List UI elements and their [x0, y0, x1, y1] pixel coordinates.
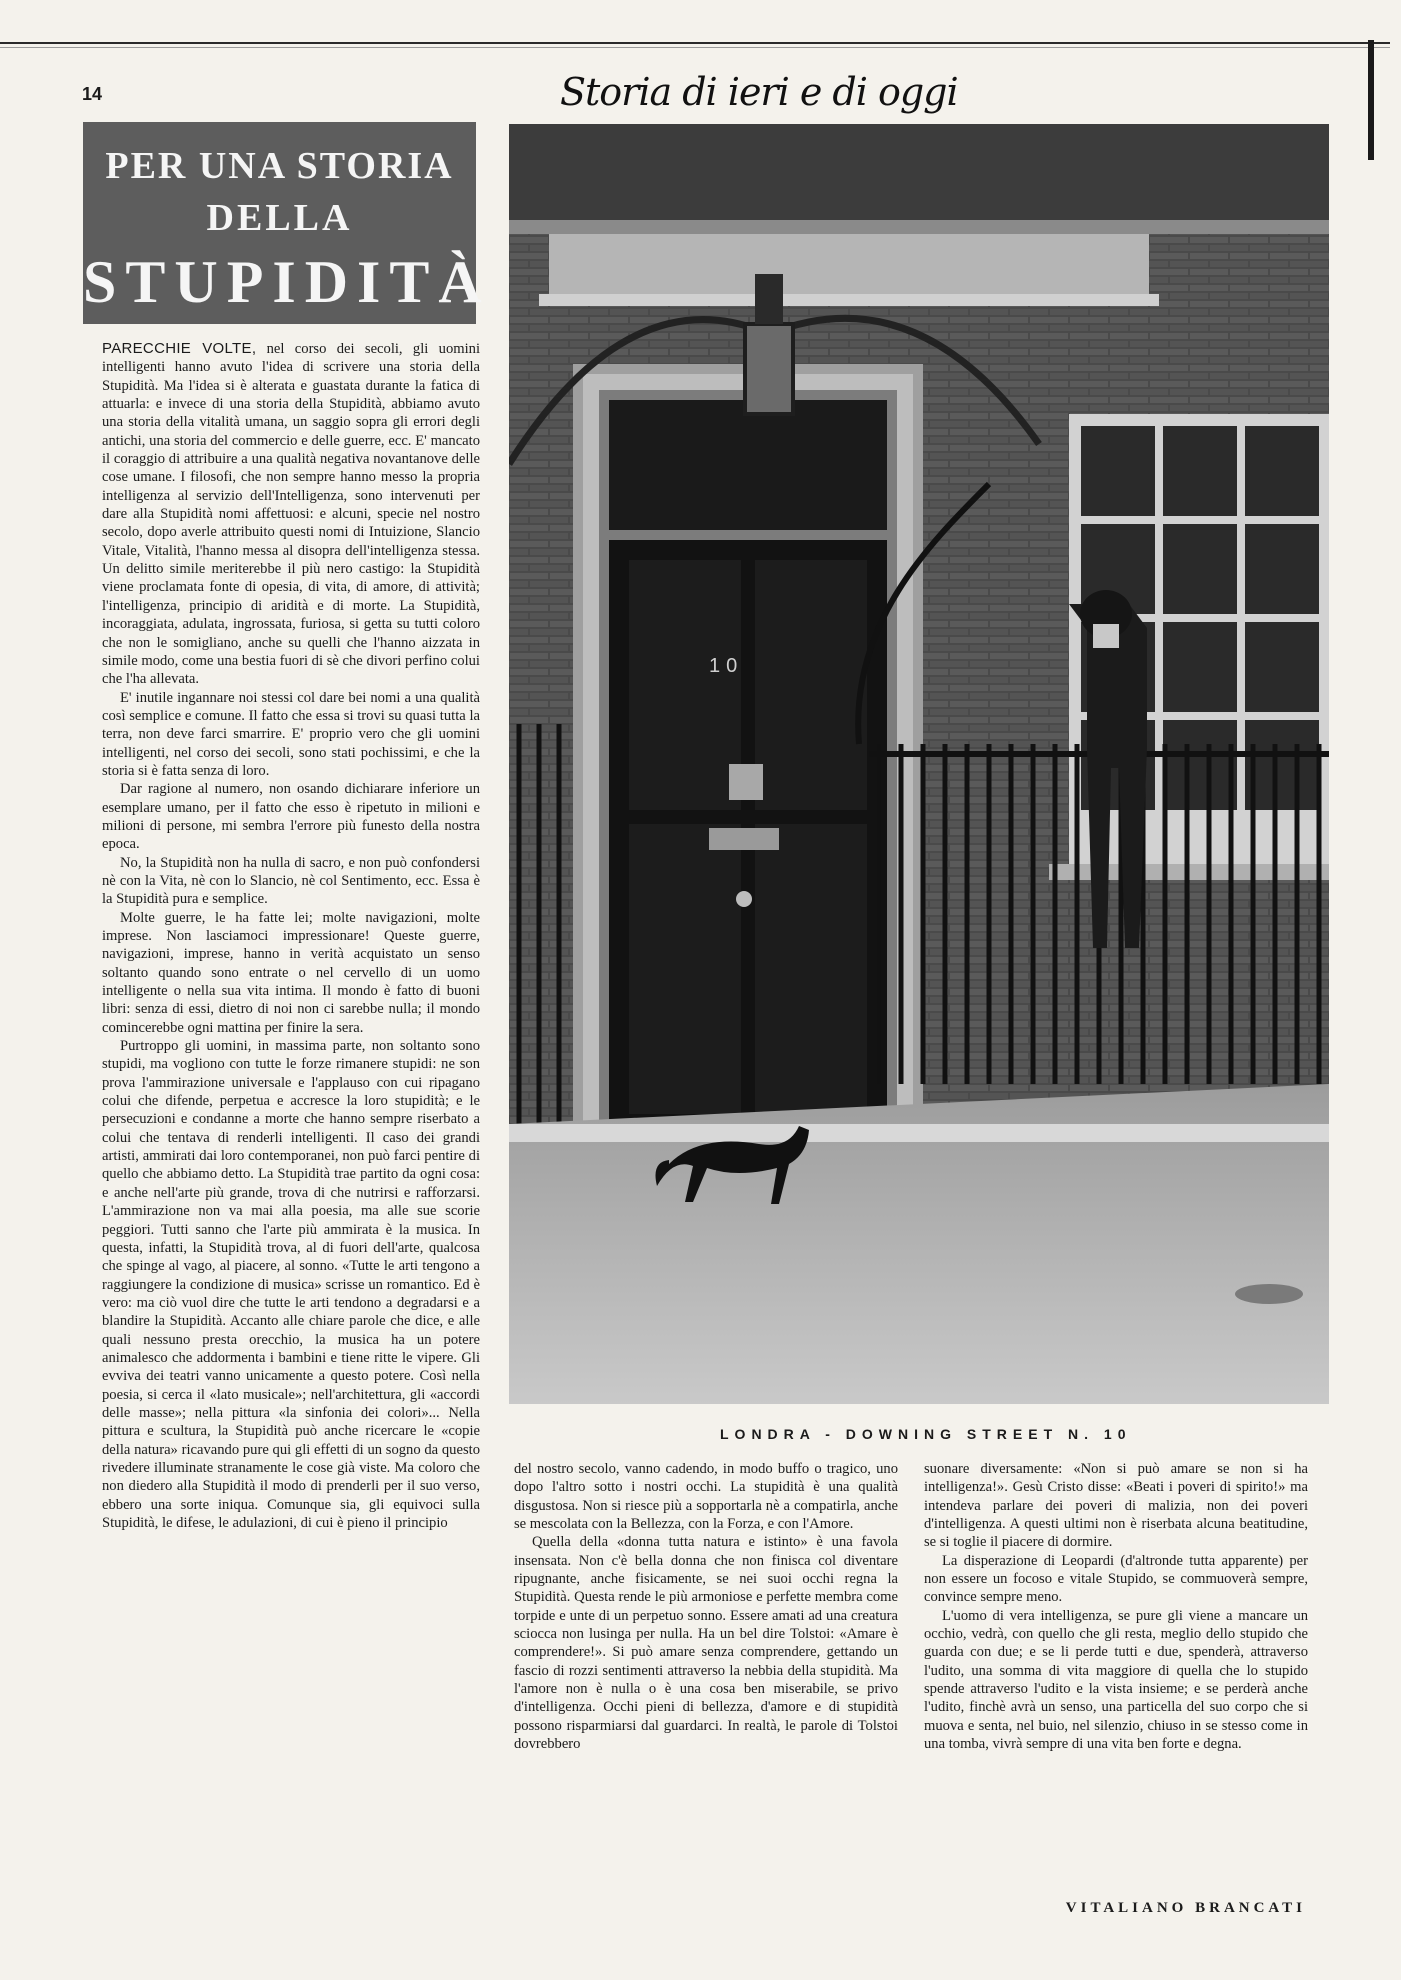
title-line-2: DELLA — [206, 197, 353, 239]
photo-caption: LONDRA - DOWNING STREET N. 10 — [720, 1426, 1132, 1442]
paragraph — [102, 340, 480, 689]
title-line-3: STUPIDITÀ — [83, 249, 491, 315]
downing-street-photo — [509, 124, 1329, 1404]
top-rule-thin — [0, 47, 1390, 48]
paragraph: E' inutile ingannare noi stessi col dare bei nomi a una qualità così semplice e comune. Il fatto che essa si trovi su quasi tutta la terra, non deve farci smarrire. E' proprio vero che gli uomini intelligenti, nel corso dei secoli, sono stati pochissimi, e che la storia si è fatta senza di loro. — [102, 689, 480, 779]
paragraph: suonare diversamente: «Non si può amare se non si ha intelligenza!». Gesù Cristo disse: «Beati i poveri di spirito!» ma intendeva parlare dei poveri di malizia, non dei poveri d'intelligenza. A questi ultimi non è riserbata alcuna beatitudine, se si toglie il piacere di dormire. — [924, 1461, 1308, 1551]
article-column-right — [924, 1460, 1308, 1754]
paragraph: No, la Stupidità non ha nulla di sacro, e non può confondersi nè con la Vita, nè con lo Slancio, nè col Sentimento, ecc. Essa è la Stupidità pura e semplice. — [102, 854, 480, 908]
page-number: 14 — [82, 84, 103, 104]
paragraph: Quella della «donna tutta natura e istinto» è una favola insensata. Non c'è bella donna che non finisca col diventare ripugnante, anche fisicamente, se nei suoi occhi regna la Stupidità. Questa rende le più armoniose e perfette membra come torpide e unte di un perpetuo sonno. Essere amati ad una creatura sciocca non lusinga per nulla. Ha un bel dire Tolstoi: «Amare è comprendere!». Si può amare senza comprendere, gettando un fascio di rozzi sentimenti attraverso la nebbia della stupidità. Ma l'amore non è nulla o è una cosa ben miserabile, se privo d'intelligenza. Occhi pieni di bellezza, d'amore e di stupidità possono risparmiarsi dal guardarci. In realtà, le parole di Tolstoi dovrebbero — [514, 1534, 898, 1753]
article-column-middle — [514, 1460, 898, 1754]
running-head: Storia di ieri e di oggi — [560, 70, 958, 114]
paragraph: Molte guerre, le ha fatte lei; molte navigazioni, molte imprese. Non lasciamoci impressionare! Queste guerre, navigazioni, imprese, hanno in verità acquistato un senso soltanto quando sono entrate o nel cervello di un uomo intelligente o nella sua vita intima. Il mondo è fatto di buoni libri: senza di essi, dietro di noi non ci sarebbe nulla; il mondo comincerebbe ogni mattina per finire la sera. — [102, 909, 480, 1036]
paragraph: La disperazione di Leopardi (d'altronde tutta apparente) per non essere un focoso e vitale Stupido, se commuoverà sempre, convince sempre meno. — [924, 1552, 1308, 1606]
article-column-left — [102, 340, 480, 1532]
top-rule — [0, 42, 1390, 44]
author-signature: VITALIANO BRANCATI — [1065, 1900, 1306, 1916]
article-title-box — [83, 122, 491, 324]
door-number: 10 — [709, 655, 744, 677]
paragraph: Dar ragione al numero, non osando dichiarare inferiore un esemplare umano, per il fatto che esso è ripetuto in milioni e milioni di persone, mi sembra l'errore più funesto della nostra epoca. — [102, 781, 480, 853]
lead-in: PARECCHIE VOLTE, — [102, 340, 257, 357]
paragraph: del nostro secolo, vanno cadendo, in modo buffo o tragico, uno dopo l'altro sotto i nostri occhi. La stupidità è una qualità disgustosa. Non si riesce più a sopportarla nè a compatirla, anche se mescolata con la Bellezza, con la Forza, e con l'Amore. — [514, 1461, 898, 1533]
paragraph: Purtroppo gli uomini, in massima parte, non soltanto sono stupidi, ma vogliono con tutte le forze rimanere stupidi: ne son prova l'ammirazione universale e l'applauso con cui ripagano colui che difende, perpetua e accresce la loro stupidità; e le persecuzioni e condanne a morte che hanno sempre riserbato a colui che tentava di renderli intelligenti. Il caso dei grandi artisti, ammirati dai loro contemporanei, non può farci pentire di quello che abbiamo detto. La Stupidità trae partito da ogni cosa: e anche nell'arte più grande, trova di che nutrirsi e rafforzarsi. L'ammirazione non va mai alla poesia, ma alle sue scorie peggiori. Tutti sanno che l'arte più ammirata è la musica. In questa, infatti, la Stupidità trova, al di fuori dell'arte, qualcosa che spinge al vago, al piacere, al sonno. «Tutte le arti tengono a raggiungere la condizione di musica» scrisse un romantico. Ed è vero: ma ciò vuol dire che tutte le arti tendono a degradarsi e a blandire la Stupidità. Accanto alle chiare parole che dice, e alle quali nessuno presta orecchio, la musica ha un potere animalesco che addormenta i bambini e tiene ritte le vipere. Gli evviva dei teatri vanno unicamente a questo potere. Così nella poesia, si cerca il «lato musicale»; nell'architettura, gli «accordi delle masse»; nella pittura «la sinfonia dei colori»... Nella pittura e scultura, la Stupidità può anche ricercare le «copie della natura» ricavando pure qui gli effetti di un sogno da questo rivedere illuminate stranamente le cose già viste. Ma coloro che non diedero alla Stupidità il modo di prenderli per il suo verso, ebbero una sorte iniqua. Comunque sia, gli equivoci sulla Stupidità, le difese, le adulazioni, di cui è pieno il principio — [102, 1038, 480, 1531]
title-line-1: PER UNA STORIA — [105, 145, 454, 187]
paragraph: L'uomo di vera intelligenza, se pure gli viene a mancare un occhio, vedrà, con quello che gli resta, meglio dello stupido che guarda con due; e se li perde tutti e due, spenderà, attraverso l'udito, una somma di vita maggiore di quella che lo stupido spende attraverso l'udito e la vista insieme; e se perderà anche l'udito, finchè avrà un senso, una particella del suo corpo che si muova e senta, nel buio, nel silenzio, chiuso in se stesso come in una tomba, vivrà sempre di una vita ben forte e degna. — [924, 1607, 1308, 1753]
paragraph-text: nel corso dei secoli, gli uomini intelligenti hanno avuto l'idea di scrivere una storia della Stupidità. Ma l'idea si è alterata e guastata durante la fatica di attuarla: e invece di una storia della Stupidità, abbiamo avuto una storia della vitalità umana, un saggio sopra gli errori degli antichi, una storia del commercio e delle guerre, ecc. E' mancato il coraggio di attribuire a una qualità negativa novantanove delle cose umane. I filosofi, che non sempre hanno messo la propria intelligenza al servizio dell'Intelligenza, sono intervenuti per dare alla Stupidità nomi affettuosi: e alcuni, specie nel nostro secolo, dopo averle attribuito questi nomi di Intuizione, Slancio Vitale, Vitalità, l'hanno messa al disopra dell'intelligenza stessa. Un delitto simile meriterebbe il più nero castigo: la Stupidità viene proclamata fonte di opesia, di vita, di amore, di attività; l'intelligenza, principio di aridità e di morte. La Stupidità, incoraggiata, adulata, ingrossata, furiosa, si getta su tutti coloro che non le somigliano, anche su quelli che l'hanno aizzata in simile modo, come una bestia fuori di sè che divori perfino colui che l'ha allevata. — [102, 341, 480, 688]
page-edge-shadow — [1368, 40, 1374, 160]
